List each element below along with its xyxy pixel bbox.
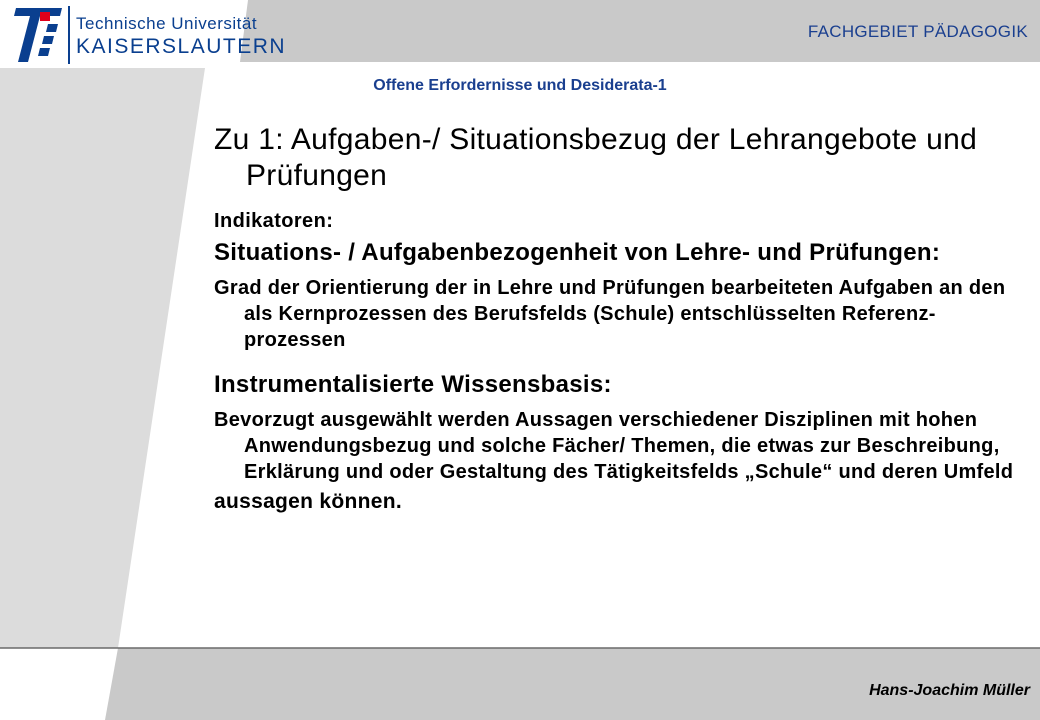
section2-title: Instrumentalisierte Wissensbasis: bbox=[214, 371, 612, 398]
slide-title: Offene Erfordernisse und Desiderata-1 bbox=[373, 77, 667, 94]
department-label: FACHGEBIET PÄDAGOGIK bbox=[807, 22, 1028, 41]
left-gray-wedge bbox=[0, 68, 205, 648]
indicators-label: Indikatoren: bbox=[214, 210, 334, 232]
author-name: Hans-Joachim Müller bbox=[869, 682, 1030, 699]
main-heading: Zu 1: Aufgaben-/ Situationsbezug der Lehrangebote und Prüfungen bbox=[214, 123, 978, 192]
university-name: Technische Universität bbox=[76, 14, 258, 33]
slide-content bbox=[214, 122, 1034, 519]
university-logo bbox=[4, 2, 287, 66]
university-city: KAISERSLAUTERN bbox=[76, 35, 287, 58]
section2-text-end: aussagen können. bbox=[214, 490, 403, 513]
section2-text: Bevorzugt ausgewählt werden Aussagen verschiedener Disziplinen mit hohen Anwendungsbezug und solche Fächer/ Themen, die etwas zur Beschreibung, Erklärung und oder Gestaltung des Tätigkeitsfelds „Schule“ und deren Umfeld bbox=[214, 409, 1014, 483]
section2-body bbox=[214, 407, 1034, 519]
section1-title: Situations- / Aufgabenbezogenheit von Lehre- und Prüfungen: bbox=[214, 239, 941, 266]
section1-text: Grad der Orientierung der in Lehre und Prüfungen bearbeiteten Aufgaben an den als Kernprozessen des Berufsfelds (Schule) entschlüsselten Referenz-prozessen bbox=[214, 277, 1006, 351]
tu-logo-icon bbox=[4, 2, 74, 66]
